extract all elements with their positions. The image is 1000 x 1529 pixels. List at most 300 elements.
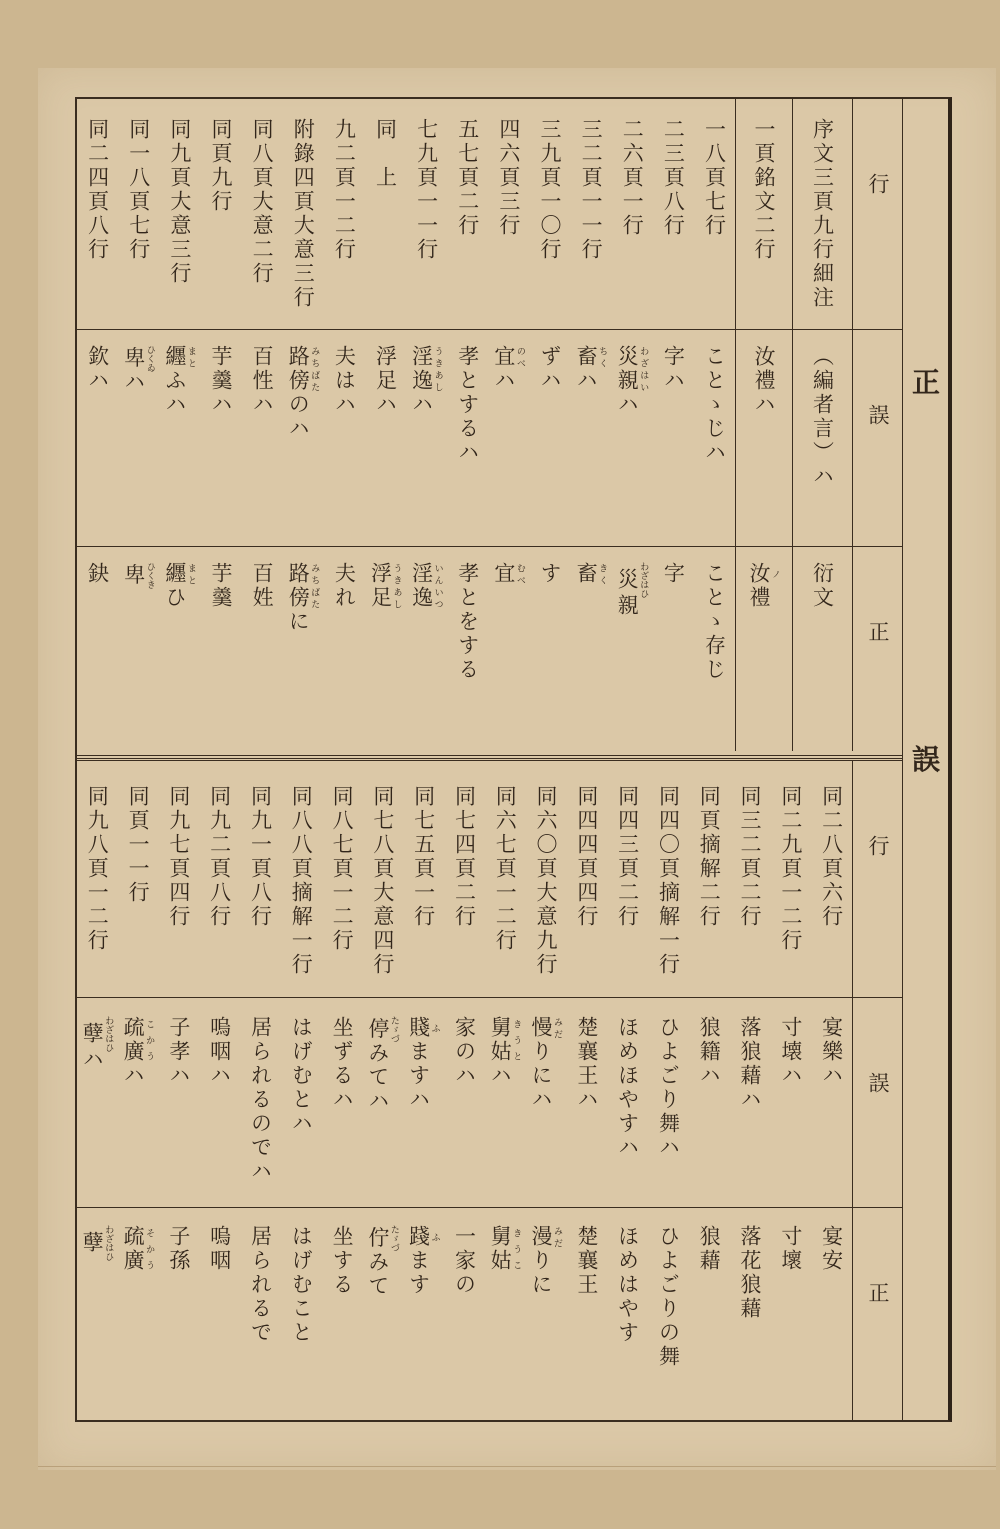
line-reference-cell [447, 99, 488, 329]
text-segment: 孝とするハ [455, 345, 480, 465]
header-line [852, 99, 902, 329]
erroneous-text [249, 1016, 271, 1184]
corrected-text-cell [735, 547, 792, 751]
erroneous-text [287, 345, 319, 441]
errata-title-column [902, 99, 949, 1420]
ruby-base: 淫逸 [409, 562, 434, 610]
ruby-base: 疏廣 [121, 1016, 146, 1064]
ruby-annotated-text [409, 345, 443, 393]
header-wrong [852, 330, 902, 546]
ruby-base: 停 [365, 1016, 390, 1043]
text-segment: 居られるで [248, 1225, 273, 1345]
ruby-base: 路傍 [286, 345, 311, 393]
line-reference-cell [566, 761, 607, 997]
erroneous-text-cell [653, 330, 694, 546]
ruby-base: 宜 [491, 345, 516, 369]
text-segment: はげむこと [289, 1225, 314, 1345]
ruby-reading: たゞづ [388, 1225, 399, 1252]
erroneous-text-cell [694, 330, 735, 546]
erroneous-text-cell [362, 998, 403, 1207]
text-segment: ひ [162, 586, 187, 610]
ruby-annotated-text [368, 562, 402, 610]
corrected-text-cell [811, 1208, 852, 1420]
ruby-base: 漫 [529, 1225, 554, 1249]
ruby-base: 宜 [491, 562, 516, 586]
erroneous-text-cell [322, 998, 363, 1207]
line-reference-cell [240, 761, 281, 997]
corrected-text-cell [485, 1208, 526, 1420]
text-segment: 子孫 [166, 1225, 191, 1273]
erroneous-text [367, 1016, 399, 1114]
line-reference-cell [694, 99, 735, 329]
erroneous-text [617, 1016, 639, 1160]
corrected-text [530, 1225, 562, 1297]
line-reference-cell [485, 761, 526, 997]
corrected-text-row [77, 1208, 902, 1420]
corrected-text [821, 1225, 843, 1273]
erroneous-text [616, 345, 648, 417]
corrected-text-cell [488, 547, 529, 751]
text-segment: 宴安 [819, 1225, 844, 1273]
ruby-annotated-text [747, 562, 781, 586]
corrected-text-cell [571, 547, 612, 751]
corrected-text [367, 1225, 399, 1299]
text-segment: 浮足ハ [373, 345, 398, 417]
ruby-annotated-text [574, 562, 608, 586]
line-reference-cell [653, 99, 694, 329]
corrected-text [209, 1225, 231, 1273]
paper-edge-line [38, 1466, 996, 1467]
text-segment: りに [529, 1249, 554, 1297]
ruby-reading: ふ [429, 1016, 440, 1040]
ruby-reading: うきあし [432, 345, 443, 393]
ruby-annotated-text [121, 1016, 155, 1064]
text-segment: 楚襄王 [574, 1225, 599, 1297]
erroneous-text [753, 345, 775, 417]
line-reference: 同七五頁一行 [411, 785, 436, 929]
line-reference: 同六七頁一二行 [493, 785, 518, 953]
ruby-annotated-text [529, 1016, 563, 1040]
line-reference: 同八七頁一二行 [330, 785, 355, 953]
line-reference-cell [689, 761, 730, 997]
text-segment: 宴樂ハ [819, 1016, 844, 1088]
text-segment: ハ [409, 393, 434, 417]
erroneous-text-cell [447, 330, 488, 546]
erroneous-text-cell [200, 330, 241, 546]
corrected-text-cell [770, 1208, 811, 1420]
corrected-text-cell [792, 547, 852, 751]
text-segment: 家のハ [452, 1016, 477, 1088]
corrected-text [122, 1225, 154, 1273]
corrected-text [811, 562, 833, 610]
ruby-base: 舅姑 [488, 1225, 513, 1273]
header-line [852, 761, 902, 997]
corrected-text [81, 1225, 113, 1261]
text-segment: ハ [121, 1064, 146, 1088]
line-reference-cell [444, 761, 485, 997]
corrected-text [290, 1225, 312, 1345]
ruby-reading: きうこ [511, 1225, 522, 1273]
line-reference-cell [158, 761, 199, 997]
ruby-base: 畜 [574, 562, 599, 586]
erroneous-text-cell [118, 330, 159, 546]
line-reference: 同七八頁大意四行 [370, 785, 395, 977]
corrected-text [617, 1225, 639, 1345]
line-reference-row [77, 99, 902, 330]
corrected-text [333, 562, 355, 610]
ruby-annotated-text [615, 562, 649, 598]
erroneous-text-cell [199, 998, 240, 1207]
line-reference-cell [242, 99, 283, 329]
corrected-text-cell [283, 547, 324, 751]
line-reference: 一頁銘文二行 [752, 118, 777, 262]
title-char-sei: 正 [911, 366, 940, 399]
text-segment: 寸壞 [778, 1225, 803, 1273]
erroneous-text [821, 1016, 843, 1088]
text-segment: 居られるのでハ [248, 1016, 273, 1184]
corrected-text-cell [612, 547, 653, 751]
line-reference: 同九一頁八行 [248, 785, 273, 929]
corrected-text-cell [447, 547, 488, 751]
ruby-reading: わざはひ [103, 1225, 114, 1261]
text-segment: 坐する [330, 1225, 355, 1297]
line-reference: 五七頁二行 [455, 118, 480, 238]
line-reference-cell [730, 761, 771, 997]
ruby-reading: いんいつ [432, 562, 443, 610]
line-reference-cell [199, 761, 240, 997]
erroneous-text [576, 1016, 598, 1112]
header-line-label: 行 [866, 173, 890, 194]
text-segment: す [537, 562, 562, 586]
text-segment: 芋羹ハ [208, 345, 233, 417]
text-segment: 芋羹 [208, 562, 233, 610]
line-reference-cell [529, 99, 570, 329]
corrected-text [408, 1225, 440, 1297]
corrected-text-cell [118, 547, 159, 751]
text-segment: ふハ [162, 369, 187, 417]
line-reference: 七九頁一一行 [414, 118, 439, 262]
ruby-annotated-text [409, 562, 443, 610]
line-reference: 同二八頁六行 [819, 785, 844, 929]
ruby-annotated-text [80, 1225, 114, 1261]
corrected-text-cell [365, 547, 406, 751]
corrected-text [369, 562, 401, 610]
erroneous-text [123, 345, 155, 395]
ruby-base: 路傍 [286, 562, 311, 610]
line-reference-cell [770, 761, 811, 997]
corrected-text [457, 562, 479, 682]
erroneous-text [457, 345, 479, 465]
text-segment: 嗚咽 [207, 1225, 232, 1273]
line-reference: 同二四頁八行 [85, 118, 110, 262]
text-segment: 衍文 [810, 562, 835, 610]
line-reference: 同三二頁二行 [738, 785, 763, 929]
corrected-text [616, 562, 648, 618]
corrected-text-cell [694, 547, 735, 751]
text-segment: 百姓 [250, 562, 275, 610]
erroneous-text-cell [159, 330, 200, 546]
ruby-annotated-text [365, 1225, 399, 1252]
text-segment: 字 [661, 562, 686, 586]
text-segment: ずハ [537, 345, 562, 393]
title-char-go: 誤 [911, 743, 940, 776]
erroneous-text [780, 1016, 802, 1088]
erroneous-text-cell [488, 330, 529, 546]
header-wrong [852, 998, 902, 1207]
text-segment: ひよごり舞ハ [656, 1016, 681, 1160]
header-wrong-label: 誤 [866, 404, 890, 425]
text-segment: 楚襄王ハ [574, 1016, 599, 1112]
corrected-text [331, 1225, 353, 1297]
erroneous-text-cell [406, 330, 447, 546]
corrected-text-cell [77, 547, 118, 751]
ruby-base: 踐 [406, 1225, 431, 1249]
text-segment: に [286, 610, 311, 634]
text-segment: ハ [121, 370, 146, 395]
line-reference: 同九頁大意三行 [167, 118, 192, 286]
erroneous-text-cell [612, 330, 653, 546]
erroneous-text [493, 345, 525, 393]
corrected-text [662, 562, 684, 586]
corrected-text-cell [199, 1208, 240, 1420]
line-reference: 同四三頁二行 [615, 785, 640, 929]
text-segment: 嗚咽ハ [207, 1016, 232, 1088]
ruby-reading: わざはひ [103, 1016, 114, 1052]
ruby-base: 慢 [529, 1016, 554, 1040]
line-reference: 三九頁一〇行 [537, 118, 562, 262]
ruby-annotated-text [574, 345, 608, 369]
corrected-text [657, 1225, 679, 1369]
corrected-text [411, 562, 443, 610]
line-reference-cell [77, 761, 118, 997]
text-segment: 狼籍ハ [697, 1016, 722, 1088]
corrected-text-cell [689, 1208, 730, 1420]
line-reference-cell [406, 99, 447, 329]
erroneous-text [530, 1016, 562, 1112]
line-reference-cell [362, 761, 403, 997]
text-segment: 親 [615, 594, 640, 618]
ruby-base: 災親 [615, 345, 640, 393]
corrected-text [164, 562, 196, 610]
erroneous-text [333, 345, 355, 417]
corrected-text [739, 1225, 761, 1321]
ruby-reading: きうと [511, 1016, 522, 1064]
text-segment: ハ [80, 1048, 105, 1072]
erroneous-text-cell [526, 998, 567, 1207]
erroneous-text-cell [485, 998, 526, 1207]
ruby-base: 浮足 [368, 562, 393, 610]
erroneous-text [811, 345, 833, 489]
erroneous-text-cell [444, 998, 485, 1207]
line-reference: 同一八頁七行 [126, 118, 151, 262]
errata-section-upper [77, 99, 902, 759]
line-reference-cell [612, 99, 653, 329]
erroneous-text-cell [240, 998, 281, 1207]
errata-table [75, 97, 952, 1422]
corrected-text [780, 1225, 802, 1273]
header-line-label: 行 [866, 835, 890, 856]
ruby-annotated-text [121, 562, 155, 589]
erroneous-text-cell [529, 330, 570, 546]
ruby-annotated-text [615, 345, 649, 393]
ruby-reading: そかう [144, 1225, 155, 1273]
erroneous-text-cell [689, 998, 730, 1207]
corrected-text-cell [77, 1208, 118, 1420]
header-right [852, 547, 902, 751]
text-segment: 寸壊ハ [778, 1016, 803, 1088]
erroneous-text [657, 1016, 679, 1160]
corrected-text [576, 1225, 598, 1297]
ruby-reading: うきあし [391, 562, 402, 610]
line-reference: 同九七頁四行 [166, 785, 191, 929]
ruby-reading: むべ [514, 562, 525, 586]
line-reference-cell [488, 99, 529, 329]
line-reference-cell [77, 99, 118, 329]
corrected-text [575, 562, 607, 586]
erroneous-text-cell [735, 330, 792, 546]
ruby-annotated-text [162, 562, 196, 586]
erroneous-text-cell [365, 330, 406, 546]
line-reference: 二六頁一行 [620, 118, 645, 238]
erroneous-text-cell [566, 998, 607, 1207]
text-segment: （編者言）ハ [810, 345, 835, 489]
text-segment: ひよごりの舞 [656, 1225, 681, 1369]
corrected-text-cell [648, 1208, 689, 1420]
line-reference: 一八頁七行 [702, 118, 727, 238]
erroneous-text-cell [158, 998, 199, 1207]
line-reference: 同頁摘解二行 [697, 785, 722, 929]
ruby-annotated-text [365, 1016, 399, 1043]
corrected-text [493, 562, 525, 586]
ruby-reading: たゞづ [388, 1016, 399, 1043]
line-reference-cell [403, 761, 444, 997]
erroneous-text [539, 345, 561, 393]
erroneous-text-cell [118, 998, 159, 1207]
erroneous-text [575, 345, 607, 393]
erroneous-text [122, 1016, 154, 1088]
erroneous-text-cell [403, 998, 444, 1207]
text-segment: ハ [488, 1064, 513, 1088]
text-segment: 夫はハ [332, 345, 357, 417]
erroneous-text [408, 1016, 440, 1112]
erroneous-text [210, 345, 232, 417]
corrected-text-cell [159, 547, 200, 751]
line-reference-cell [607, 761, 648, 997]
text-segment: みてハ [365, 1041, 390, 1114]
header-right [852, 1208, 902, 1420]
line-reference-cell [526, 761, 567, 997]
corrected-text-cell [403, 1208, 444, 1420]
ruby-annotated-text [491, 345, 525, 369]
corrected-text-cell [158, 1208, 199, 1420]
text-segment: 孝とをする [455, 562, 480, 682]
corrected-text [249, 1225, 271, 1345]
corrected-text-cell [444, 1208, 485, 1420]
erroneous-text-cell [607, 998, 648, 1207]
erroneous-text-cell [571, 330, 612, 546]
text-segment: みて [365, 1250, 390, 1299]
erroneous-text [87, 345, 109, 393]
corrected-text-cell [653, 547, 694, 751]
corrected-text-cell [362, 1208, 403, 1420]
text-segment: のハ [286, 393, 311, 441]
corrected-text-cell [324, 547, 365, 751]
ruby-base: 孽 [80, 1225, 105, 1261]
corrected-text [539, 562, 561, 586]
erroneous-text-cell [770, 998, 811, 1207]
erroneous-text-cell [648, 998, 689, 1207]
line-reference: 九二頁一二行 [332, 118, 357, 262]
line-reference-cell [811, 761, 852, 997]
ruby-annotated-text [491, 562, 525, 586]
corrected-text [251, 562, 273, 610]
corrected-text-cell [730, 1208, 771, 1420]
erroneous-text [209, 1016, 231, 1088]
erroneous-text [374, 345, 396, 417]
ruby-base: 纒 [162, 562, 187, 586]
ruby-reading: きく [597, 562, 608, 586]
ruby-reading: まと [185, 562, 196, 586]
ruby-annotated-text [406, 1016, 440, 1040]
corrected-text-cell [240, 1208, 281, 1420]
erroneous-text [164, 345, 196, 417]
ruby-annotated-text [406, 1225, 440, 1249]
text-segment: 百性ハ [250, 345, 275, 417]
ruby-reading: ひくき [144, 562, 155, 589]
line-reference: 序文三頁九行細注 [810, 118, 835, 310]
header-right-label: 正 [866, 621, 890, 642]
text-segment: はげむとハ [289, 1016, 314, 1136]
line-reference-cell [283, 99, 324, 329]
text-segment: 落狼藉ハ [738, 1016, 763, 1112]
text-segment: 子孝ハ [166, 1016, 191, 1088]
line-reference: 同四〇頁摘解一行 [656, 785, 681, 977]
line-reference-row [77, 761, 902, 998]
erroneous-text-row [77, 998, 902, 1208]
line-reference: 同九八頁一二行 [85, 785, 110, 953]
corrected-text-row [77, 547, 902, 751]
ruby-annotated-text [488, 1016, 522, 1064]
corrected-text-cell [281, 1208, 322, 1420]
text-segment: 鈌 [85, 562, 110, 586]
header-wrong-label: 誤 [866, 1072, 890, 1093]
erroneous-text [81, 1016, 113, 1072]
text-segment: ほめほやすハ [615, 1016, 640, 1160]
ruby-annotated-text [162, 345, 196, 369]
ruby-annotated-text [121, 345, 155, 372]
text-segment: 字ハ [661, 345, 686, 393]
erroneous-text-cell [811, 998, 852, 1207]
erroneous-text [489, 1016, 521, 1088]
erroneous-text-cell [730, 998, 771, 1207]
text-segment: 一家の [452, 1225, 477, 1297]
ruby-annotated-text [286, 345, 320, 393]
text-segment: ますハ [406, 1040, 431, 1112]
ruby-annotated-text [80, 1016, 114, 1052]
ruby-base: 淫逸 [409, 345, 434, 393]
line-reference-cell [792, 99, 852, 329]
corrected-text [168, 1225, 190, 1273]
header-right-label: 正 [866, 1282, 890, 1303]
text-segment: ハ [574, 369, 599, 393]
text-segment: ことゝじハ [702, 345, 727, 465]
corrected-text [703, 562, 725, 682]
line-reference-cell [281, 761, 322, 997]
text-segment: 禮 [747, 586, 772, 610]
line-reference-cell [322, 761, 363, 997]
ruby-base: 疏廣 [121, 1225, 146, 1273]
text-segment: ハ [491, 369, 516, 393]
